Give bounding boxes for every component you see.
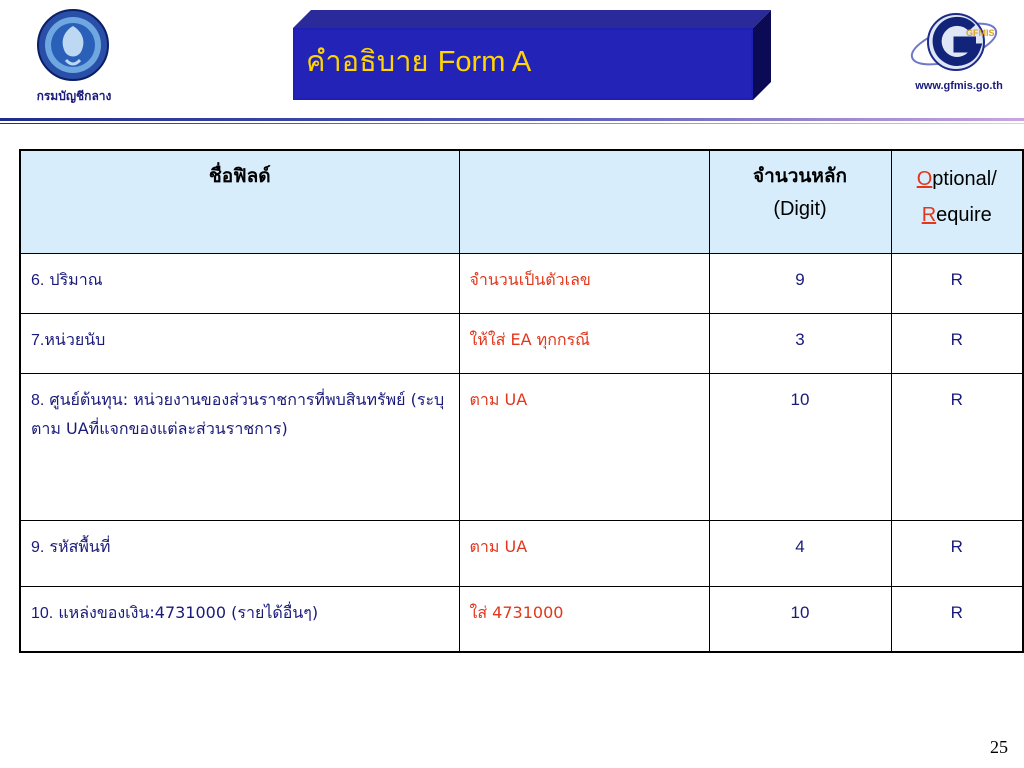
form-a-field-table [19, 149, 1024, 653]
header-optional-require [891, 150, 1023, 253]
department-name: กรมบัญชีกลาง [36, 89, 112, 103]
header-digits-latin: (Digit) [773, 198, 827, 220]
field-description-cell: จำนวนเป็นตัวเลข [459, 253, 709, 313]
table-row [20, 586, 1023, 652]
table-row [20, 520, 1023, 586]
page-title [306, 38, 531, 84]
field-description-cell: ตาม UA [459, 373, 709, 520]
page-number: 25 [990, 737, 1008, 757]
website-url[interactable]: www.gfmis.go.th [915, 80, 1003, 92]
header-require-rest: equire [936, 204, 992, 226]
field-requirement-cell: R [891, 373, 1023, 520]
field-name-cell: 9. รหัสพื้นที่ [20, 520, 459, 586]
header-description [459, 150, 709, 253]
header-divider [0, 118, 1024, 121]
header-letter-r: R [921, 204, 937, 226]
field-requirement-cell: R [891, 586, 1023, 652]
gfmis-logo [906, 6, 1002, 80]
field-description-cell: ตาม UA [459, 520, 709, 586]
title-form: Form A [437, 46, 532, 78]
comptroller-seal-logo [36, 8, 110, 82]
field-digits-cell: 4 [709, 520, 891, 586]
table-header-row [20, 150, 1023, 253]
table-row [20, 253, 1023, 313]
table-row [20, 313, 1023, 373]
header-digits [709, 150, 891, 253]
title-thai: คำอธิบาย [306, 44, 429, 78]
header-field-name: ชื่อฟิลด์ [20, 150, 459, 253]
field-digits-cell: 3 [709, 313, 891, 373]
field-digits-cell: 10 [709, 373, 891, 520]
field-name-cell: 8. ศูนย์ต้นทุน: หน่วยงานของส่วนราชการที่พบสินทรัพย์ (ระบุตาม UAที่แจกของแต่ละส่วนราชการ) [20, 373, 459, 520]
table-row [20, 373, 1023, 520]
field-digits-cell: 10 [709, 586, 891, 652]
field-name-cell: 7.หน่วยนับ [20, 313, 459, 373]
gfmis-logo-text: GFMIS [966, 28, 995, 38]
field-name-cell: 10. แหล่งของเงิน:4731000 (รายได้อื่นๆ) [20, 586, 459, 652]
field-description-cell: ให้ใส่ EA ทุกกรณี [459, 313, 709, 373]
header-digits-thai: จำนวนหลัก [752, 165, 848, 187]
field-name-cell: 6. ปริมาณ [20, 253, 459, 313]
header-optional-rest: ptional/ [932, 168, 997, 190]
field-description-cell: ใส่ 4731000 [459, 586, 709, 652]
field-requirement-cell: R [891, 313, 1023, 373]
header-divider-thin [0, 123, 1024, 124]
field-requirement-cell: R [891, 253, 1023, 313]
header-letter-o: O [916, 168, 933, 190]
field-requirement-cell: R [891, 520, 1023, 586]
field-digits-cell: 9 [709, 253, 891, 313]
